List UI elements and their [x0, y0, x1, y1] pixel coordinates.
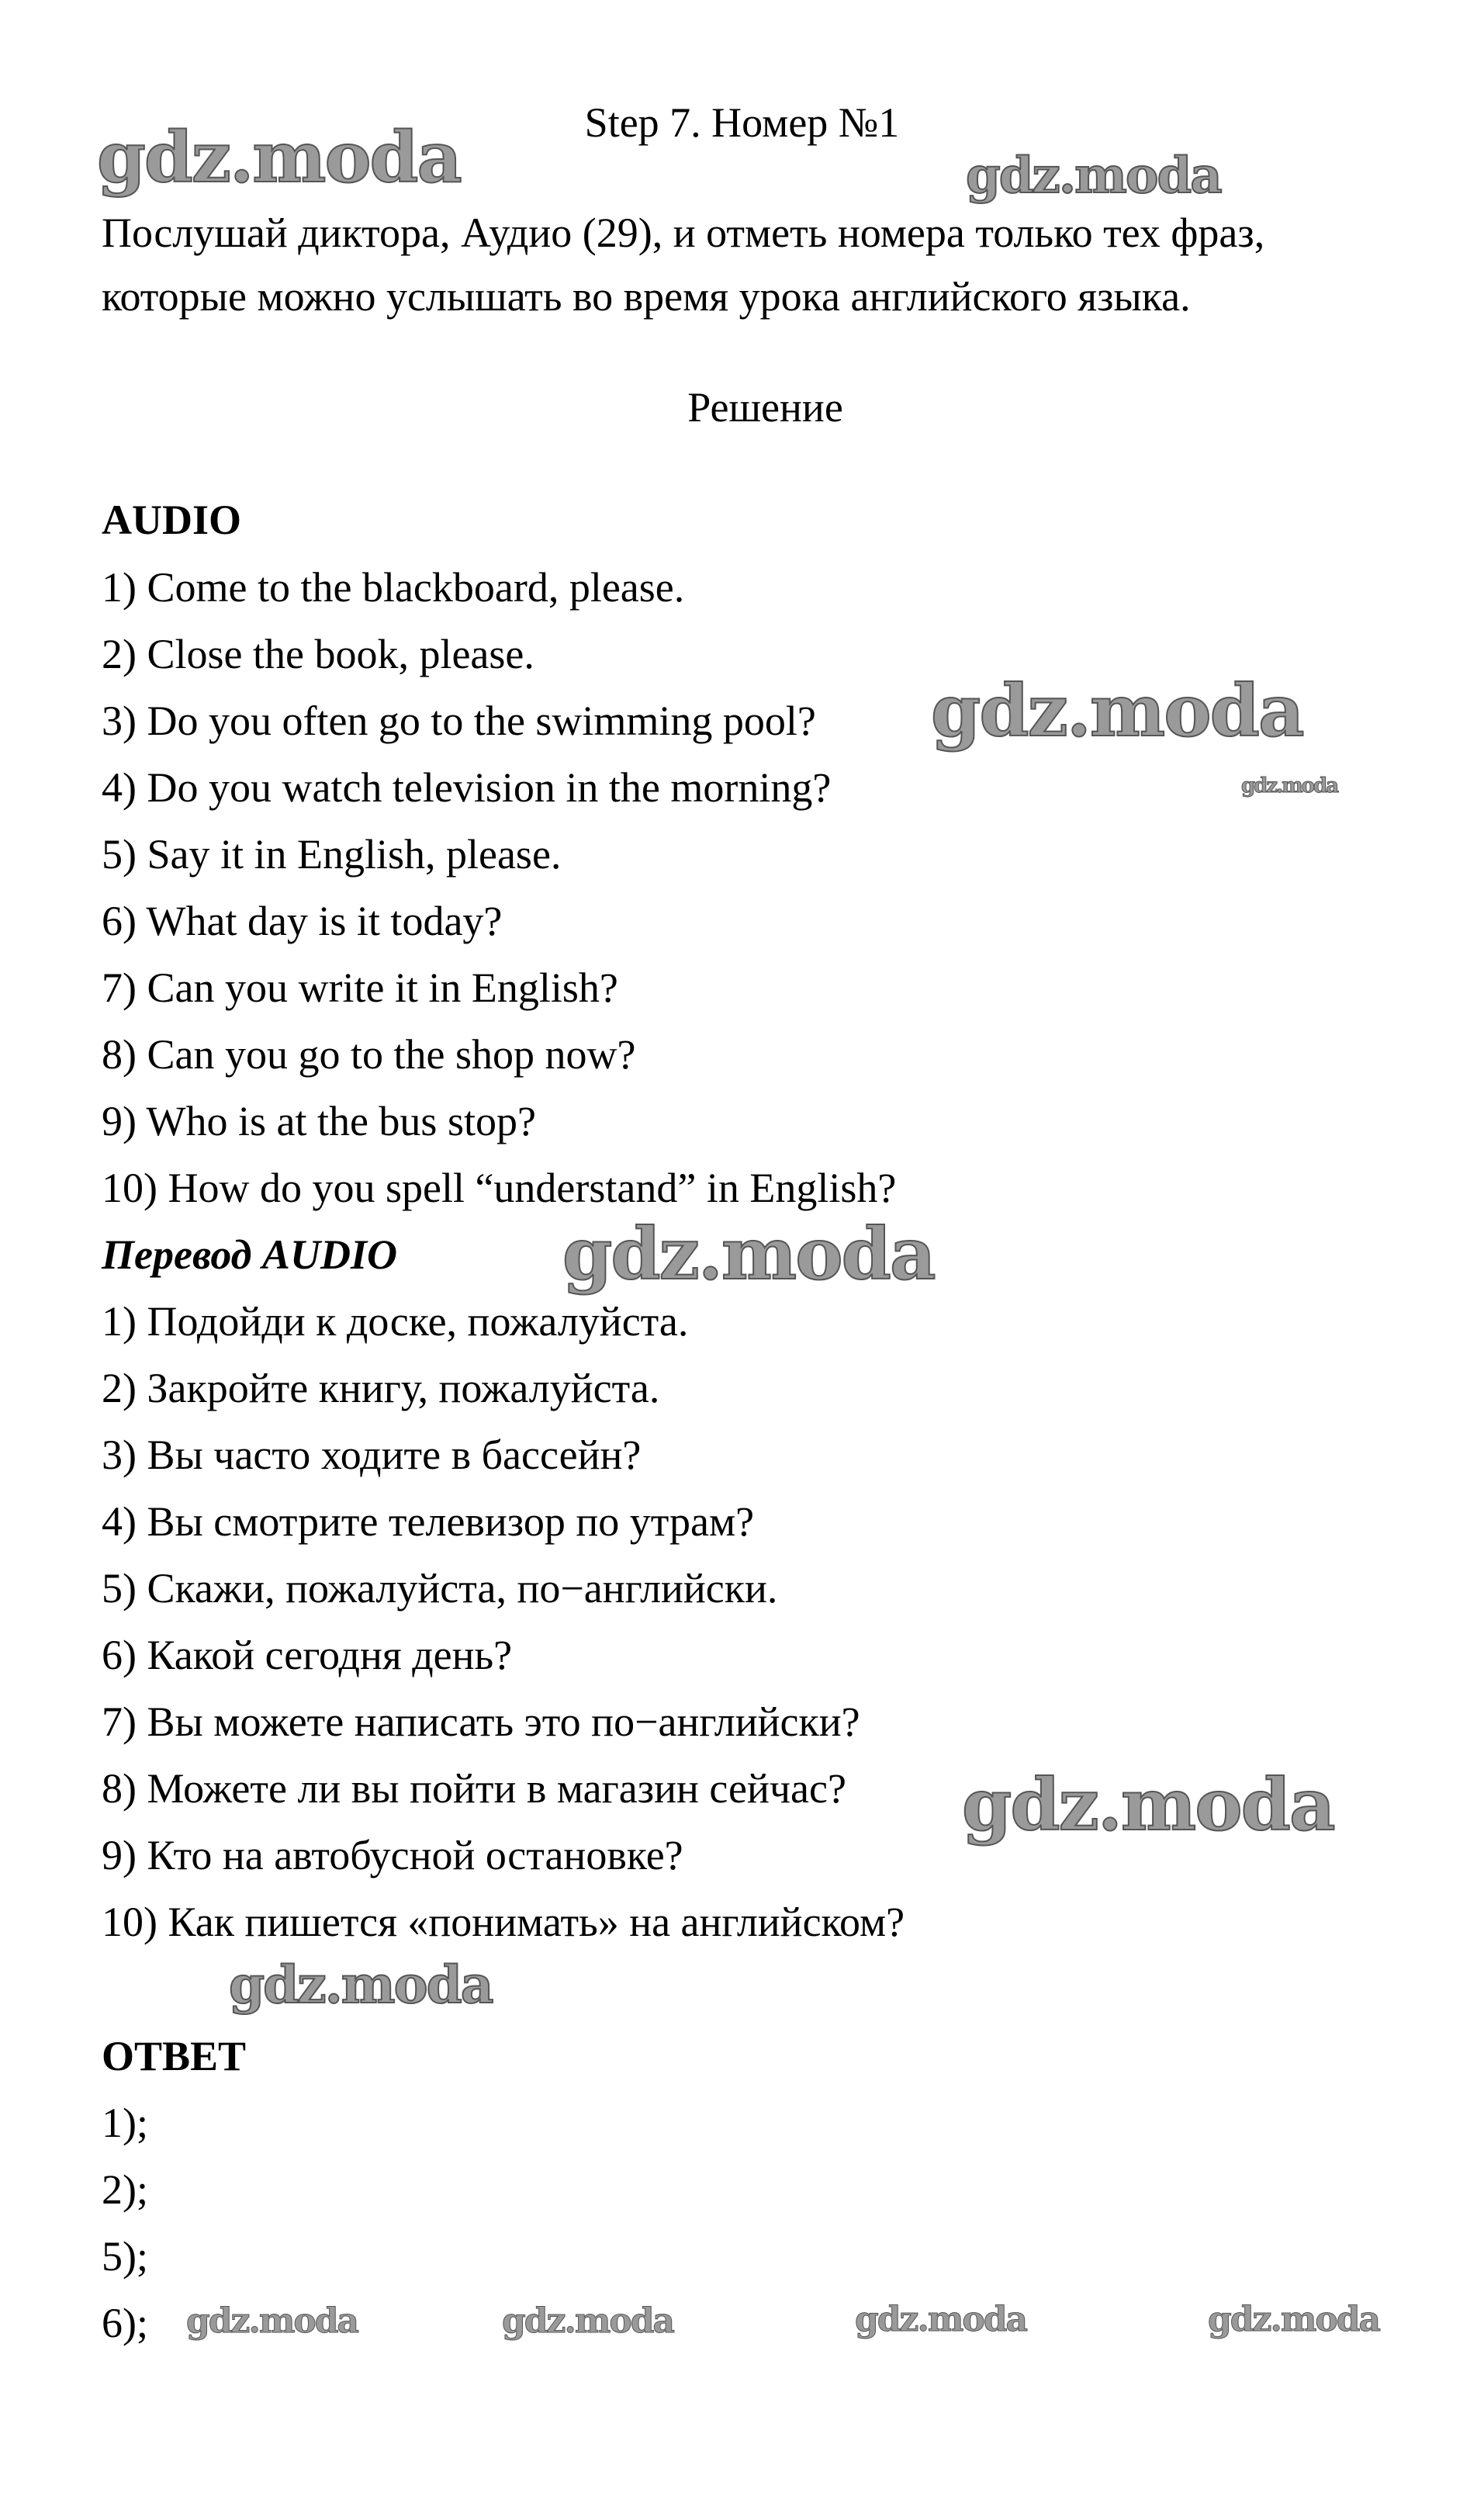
page-title: Step 7. Номер №1	[584, 99, 900, 146]
watermark: gdz.moda	[229, 1954, 493, 2015]
watermark: gdz.moda	[1208, 2300, 1380, 2339]
answer-item: 5);	[102, 2233, 148, 2280]
translation-item: 5) Скажи, пожалуйста, по−английски.	[102, 1565, 778, 1612]
watermark: gdz.moda	[962, 1763, 1334, 1847]
audio-item: 4) Do you watch television in the morning?	[102, 764, 832, 811]
answer-item: 2);	[102, 2166, 148, 2213]
translation-item: 1) Подойди к доске, пожалуйста.	[102, 1298, 689, 1345]
watermark: gdz.moda	[97, 116, 461, 199]
watermark: gdz.moda	[1241, 774, 1338, 798]
audio-item: 7) Can you write it in English?	[102, 964, 618, 1011]
task-line-1: Послушай диктора, Аудио (29), и отметь номера только тех фраз,	[102, 209, 1265, 256]
translation-item: 4) Вы смотрите телевизор по утрам?	[102, 1498, 755, 1545]
answer-item: 6);	[102, 2300, 148, 2346]
solution-label: Решение	[687, 384, 843, 431]
answer-item: 1);	[102, 2100, 148, 2146]
audio-item: 3) Do you often go to the swimming pool?	[102, 698, 816, 744]
translation-item: 6) Какой сегодня день?	[102, 1632, 513, 1678]
watermark: gdz.moda	[186, 2301, 358, 2341]
watermark: gdz.moda	[562, 1212, 935, 1296]
watermark: gdz.moda	[855, 2300, 1027, 2339]
translation-item: 2) Закройте книгу, пожалуйста.	[102, 1365, 660, 1411]
audio-item: 2) Close the book, please.	[102, 631, 534, 677]
audio-item: 1) Come to the blackboard, please.	[102, 564, 685, 611]
translation-item: 8) Можете ли вы пойти в магазин сейчас?	[102, 1765, 846, 1812]
watermark: gdz.moda	[502, 2301, 674, 2341]
audio-item: 6) What day is it today?	[102, 898, 503, 944]
translation-item: 7) Вы можете написать это по−английски?	[102, 1698, 860, 1745]
audio-item: 9) Who is at the bus stop?	[102, 1098, 536, 1144]
audio-item: 5) Say it in English, please.	[102, 831, 562, 878]
translation-item: 10) Как пишется «понимать» на английском?	[102, 1899, 905, 1945]
translation-item: 9) Кто на автобусной остановке?	[102, 1832, 683, 1878]
answer-heading: ОТВЕТ	[102, 2033, 247, 2079]
watermark: gdz.moda	[931, 669, 1303, 753]
task-line-2: которые можно услышать во время урока английского языка.	[102, 273, 1191, 320]
audio-item: 10) How do you spell “understand” in English?	[102, 1165, 897, 1211]
translation-heading: Перевод AUDIO	[102, 1231, 397, 1278]
audio-heading: AUDIO	[102, 497, 242, 543]
watermark: gdz.moda	[966, 147, 1221, 205]
audio-item: 8) Can you go to the shop now?	[102, 1031, 636, 1078]
translation-item: 3) Вы часто ходите в бассейн?	[102, 1432, 642, 1478]
